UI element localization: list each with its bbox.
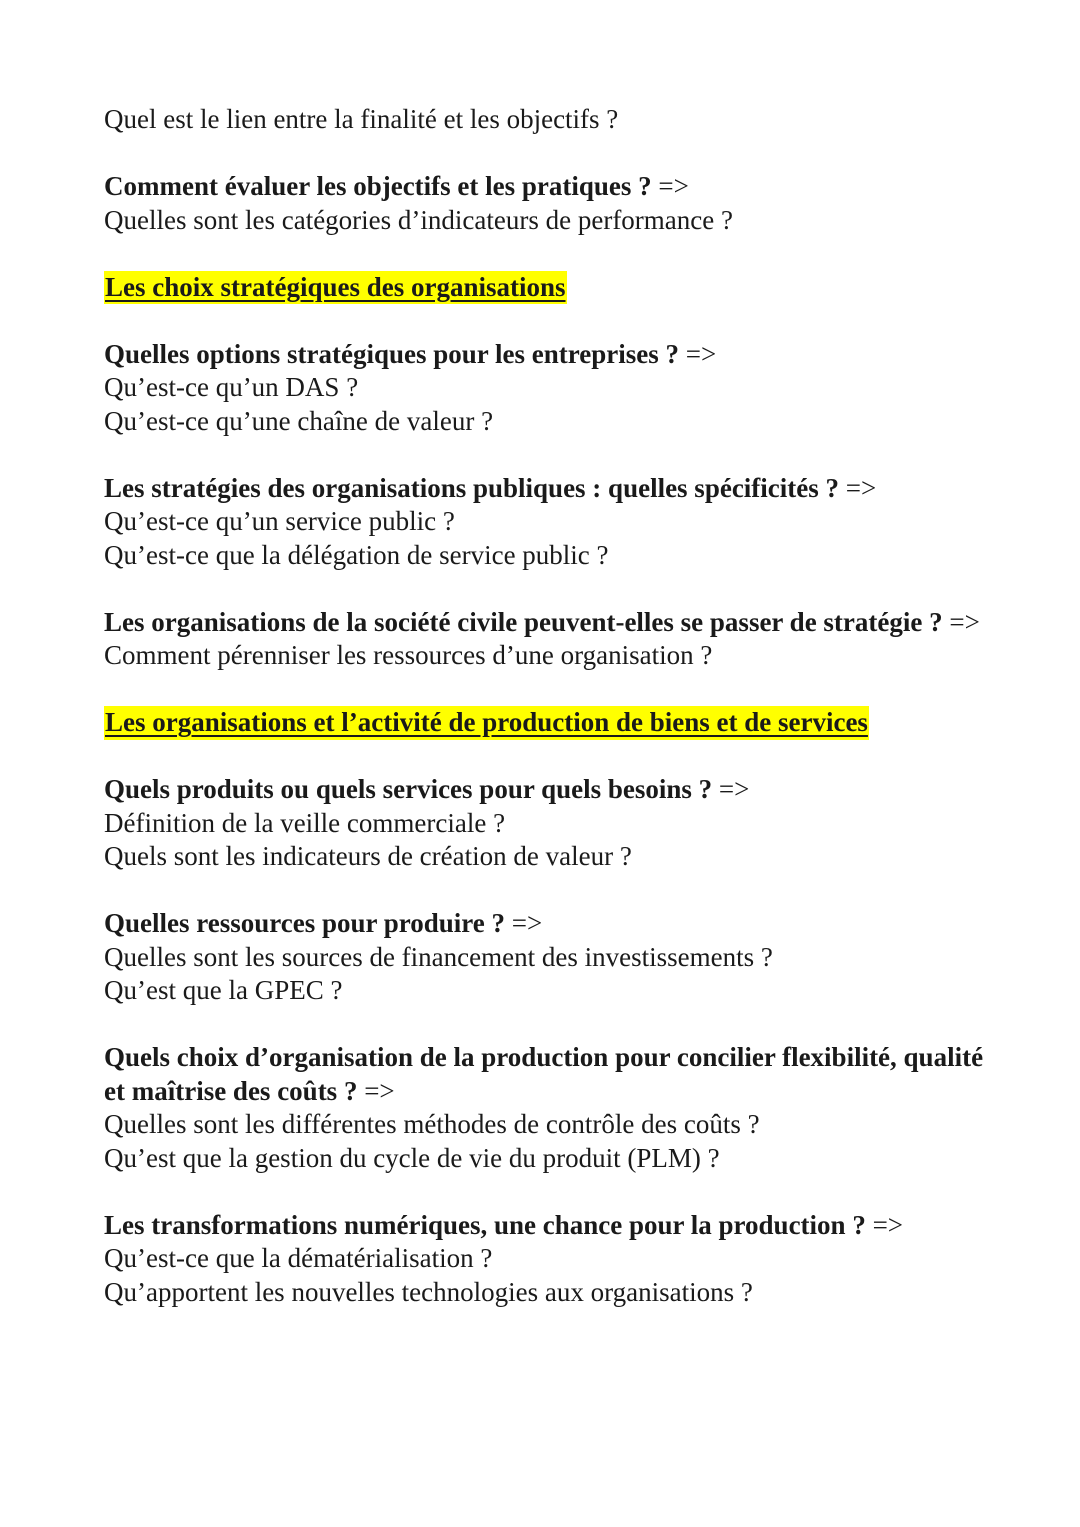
block-title — [104, 1041, 984, 1108]
block-title-text: Les organisations de la société civile peuvent-elles se passer de stratégie ? — [104, 606, 943, 637]
sub-question: Quelles sont les catégories d’indicateurs de performance ? — [104, 204, 733, 235]
spacer — [104, 137, 1004, 171]
spacer — [104, 1175, 1004, 1209]
sub-question: Quelles sont les différentes méthodes de contrôle des coûts ? — [104, 1109, 760, 1139]
sub-question: Quelles sont les sources de financement des investissements ? — [104, 941, 773, 972]
arrow-text: => — [685, 338, 717, 369]
block-title — [104, 773, 1004, 807]
question-block-societe-civile — [104, 606, 1004, 673]
spacer — [104, 572, 1004, 606]
block-title-text: Quels produits ou quels services pour quels besoins ? — [104, 774, 713, 804]
sub-question: Qu’est-ce qu’une chaîne de valeur ? — [104, 405, 494, 436]
arrow-text: => — [845, 472, 877, 503]
block-title — [104, 606, 984, 640]
spacer — [104, 740, 1004, 774]
sub-question: Quels sont les indicateurs de création de valeur ? — [104, 841, 632, 871]
spacer — [104, 673, 1004, 707]
block-title-text: Quelles options stratégiques pour les entreprises ? — [104, 338, 680, 369]
sub-question: Qu’est-ce que la délégation de service public ? — [104, 539, 609, 570]
question-block-transformations-numeriques — [104, 1209, 1004, 1310]
sub-question: Qu’est-ce que la dématérialisation ? — [104, 1243, 493, 1273]
arrow-text: => — [872, 1209, 904, 1240]
spacer — [104, 304, 1004, 338]
spacer — [104, 874, 1004, 908]
arrow-text: => — [718, 774, 750, 804]
arrow-text: => — [364, 1075, 395, 1106]
question-block-ressources — [104, 907, 1004, 1008]
arrow-text: => — [658, 171, 689, 201]
block-title-text: Les transformations numériques, une chance pour la production ? — [104, 1209, 866, 1240]
section-heading-choix-strategiques — [104, 271, 1004, 305]
block-title — [104, 170, 1004, 204]
question-block-produits-services — [104, 773, 1004, 874]
question-block-evaluation — [104, 170, 1004, 237]
arrow-text: => — [949, 606, 980, 637]
block-title-text: Quels choix d’organisation de la production pour concilier flexibilité, qualité et maîtrise des coûts ? — [104, 1042, 984, 1106]
block-title — [104, 907, 1004, 941]
sub-question: Qu’est que la gestion du cycle de vie du produit (PLM) ? — [104, 1142, 720, 1173]
arrow-text: => — [511, 908, 543, 938]
block-title-text: Quelles ressources pour produire ? — [104, 908, 506, 938]
section-heading-production — [104, 706, 1004, 740]
spacer — [104, 438, 1004, 472]
block-title — [104, 472, 1004, 506]
sub-question: Qu’apportent les nouvelles technologies aux organisations ? — [104, 1276, 753, 1307]
question-block-organisation-production — [104, 1041, 1004, 1175]
block-title-text: Les stratégies des organisations publiques : quelles spécificités ? — [104, 472, 840, 503]
intro-question: Quel est le lien entre la finalité et les objectifs ? — [104, 104, 619, 134]
block-title — [104, 338, 1004, 372]
sub-question: Qu’est-ce qu’un service public ? — [104, 506, 455, 536]
spacer — [104, 1008, 1004, 1042]
block-title-text: Comment évaluer les objectifs et les pratiques ? — [104, 171, 652, 201]
document-body — [104, 103, 1004, 1309]
sub-question: Définition de la veille commerciale ? — [104, 807, 506, 838]
sub-question: Comment pérenniser les ressources d’une organisation ? — [104, 640, 713, 670]
spacer — [104, 237, 1004, 271]
block-title — [104, 1209, 1004, 1243]
section-heading-text: Les choix stratégiques des organisations — [104, 271, 567, 305]
question-block-options-strategiques — [104, 338, 1004, 439]
question-block-organisations-publiques — [104, 472, 1004, 573]
sub-question: Qu’est que la GPEC ? — [104, 975, 343, 1005]
section-heading-text: Les organisations et l’activité de production de biens et de services — [104, 706, 869, 740]
sub-question: Qu’est-ce qu’un DAS ? — [104, 372, 359, 402]
